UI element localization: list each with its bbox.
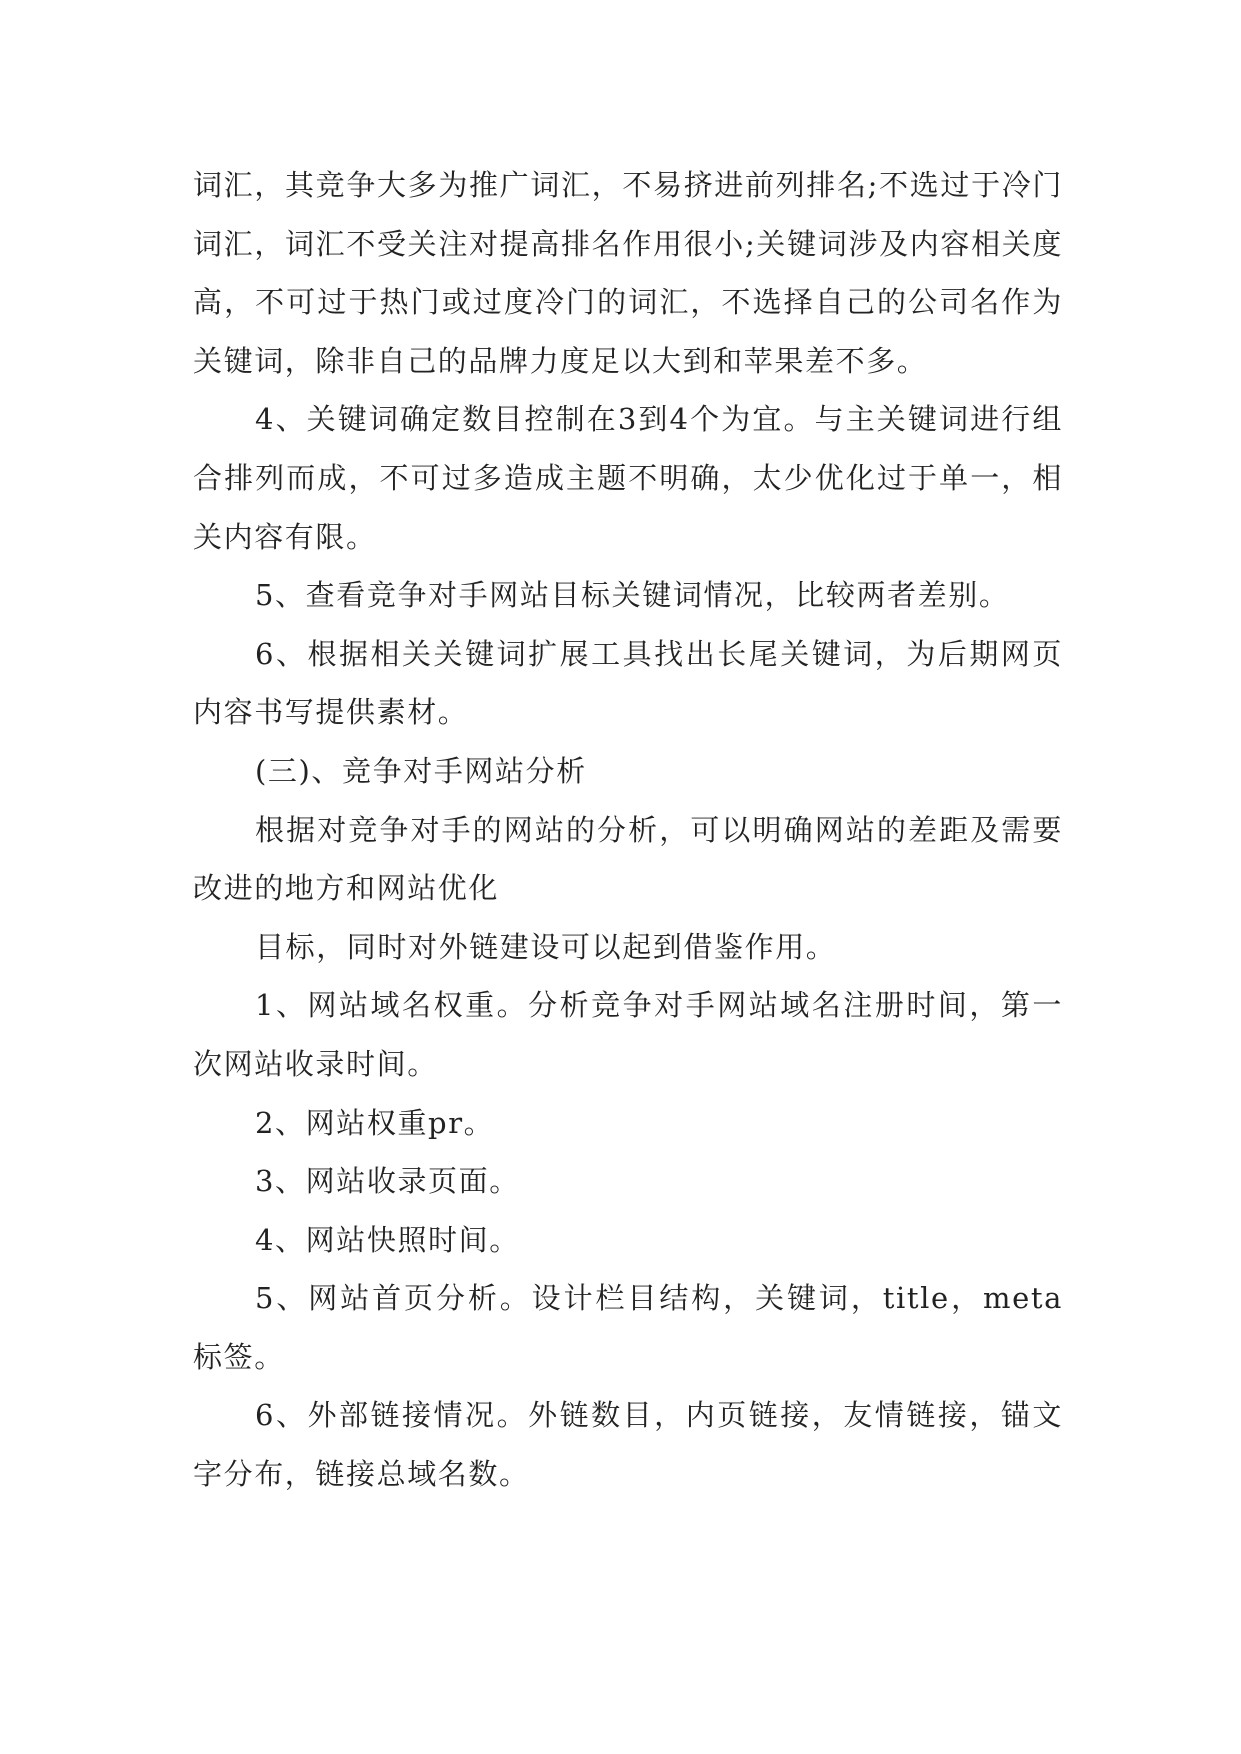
list-item-external-links: 6、外部链接情况。外链数目，内页链接，友情链接，锚文字分布，链接总域名数。	[193, 1398, 1063, 1492]
list-item-indexed-pages: 3、网站收录页面。	[255, 1164, 520, 1199]
list-item-snapshot-time: 4、网站快照时间。	[255, 1222, 520, 1257]
paragraph-analysis-intro: 根据对竞争对手的网站的分析，可以明确网站的差距及需要改进的地方和网站优化	[193, 812, 1063, 906]
paragraph-keyword-count: 4、关键词确定数目控制在3到4个为宜。与主关键词进行组合排列而成，不可过多造成主题不明确，太少优化过于单一，相关内容有限。	[193, 402, 1063, 554]
paragraph-keyword-selection-tail: 词汇，其竞争大多为推广词汇，不易挤进前列排名;不选过于冷门词汇，词汇不受关注对提高排名作用很小;关键词涉及内容相关度高，不可过于热门或过度冷门的词汇，不选择自己的公司名作为关键词，除非自己的品牌力度足以大到和苹果差不多。	[193, 168, 1063, 378]
section-heading-competitor-analysis: (三)、竞争对手网站分析	[255, 753, 587, 788]
paragraph-analysis-goal: 目标，同时对外链建设可以起到借鉴作用。	[255, 929, 837, 964]
list-item-site-pr: 2、网站权重pr。	[255, 1105, 495, 1140]
list-item-domain-weight: 1、网站域名权重。分析竞争对手网站域名注册时间，第一次网站收录时间。	[193, 988, 1063, 1081]
paragraph-competitor-keywords: 5、查看竞争对手网站目标关键词情况，比较两者差别。	[255, 578, 1010, 613]
document-body	[193, 156, 1063, 1504]
list-item-homepage-analysis: 5、网站首页分析。设计栏目结构，关键词，title，meta标签。	[193, 1281, 1063, 1374]
paragraph-long-tail-keywords: 6、根据相关关键词扩展工具找出长尾关键词，为后期网页内容书写提供素材。	[193, 636, 1063, 730]
